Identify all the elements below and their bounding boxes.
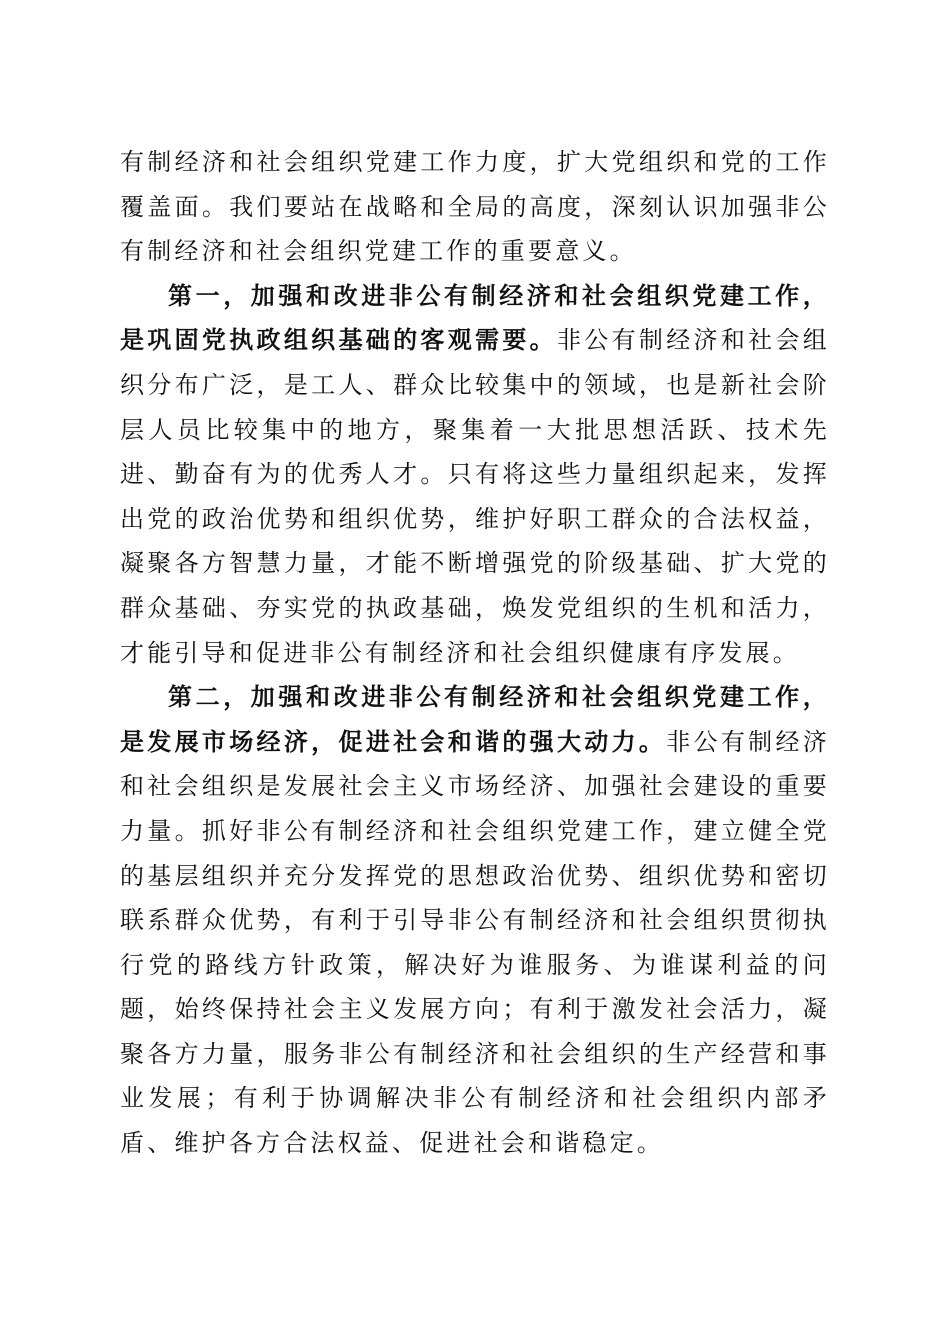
paragraph-lead-sentence: 第二，加强和改进非公有制经济和社会组织党建工作，是发展市场经济，促进社会和谐的强大动力。 (120, 682, 830, 756)
paragraph-continuation (120, 140, 830, 274)
paragraph-text: 非公有制经济和社会组织是发展社会主义市场经济、加强社会建设的重要力量。抓好非公有制经济和社会组织党建工作，建立健全党的基层组织并充分发挥党的思想政治优势、组织优势和密切联系群众优势，有利于引导非公有制经济和社会组织贯彻执行党的路线方针政策，解决好为谁服务、为谁谋利益的问题，始终保持社会主义发展方向；有利于激发社会活力，凝聚各方力量，服务非公有制经济和社会组织的生产经营和事业发展；有利于协调解决非公有制经济和社会组织内部矛盾、维护各方合法权益、促进社会和谐稳定。 (120, 727, 831, 1158)
paragraph-text: 非公有制经济和社会组织分布广泛，是工人、群众比较集中的领域，也是新社会阶层人员比较集中的地方，聚集着一大批思想活跃、技术先进、勤奋有为的优秀人才。只有将这些力量组织起来，发挥出党的政治优势和组织优势，维护好职工群众的合法权益，凝聚各方智慧力量，才能不断增强党的阶级基础、扩大党的群众基础、夯实党的执政基础，焕发党组织的生机和活力，才能引导和促进非公有制经济和社会组织健康有序发展。 (120, 326, 831, 667)
paragraph-first-point (120, 274, 830, 675)
paragraph-text: 有制经济和社会组织党建工作力度，扩大党组织和党的工作覆盖面。我们要站在战略和全局的高度，深刻认识加强非公有制经济和社会组织党建工作的重要意义。 (120, 148, 830, 266)
paragraph-second-point (120, 675, 830, 1166)
paragraph-lead-sentence: 第一，加强和改进非公有制经济和社会组织党建工作，是巩固党执政组织基础的客观需要。 (120, 280, 830, 355)
document-body (120, 140, 830, 1166)
